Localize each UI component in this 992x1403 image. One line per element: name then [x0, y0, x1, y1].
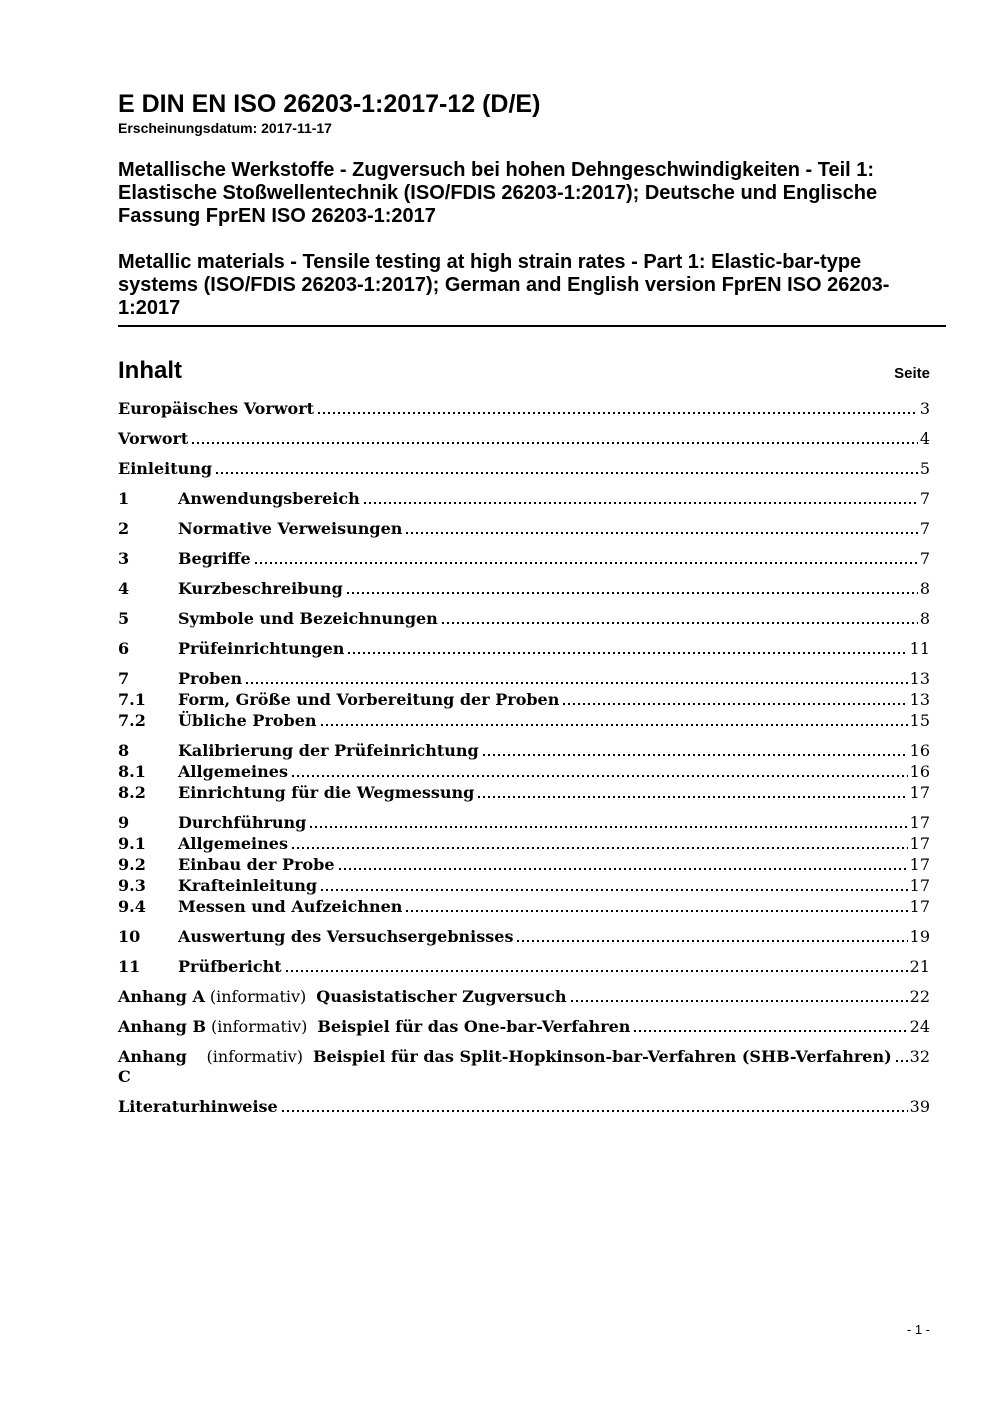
toc-entry[interactable] — [118, 669, 930, 689]
toc-entry-page: 11 — [909, 639, 930, 658]
standard-title-german — [118, 159, 946, 228]
toc-leader-dots — [348, 652, 907, 654]
toc-entry-number: 9.1 — [118, 834, 146, 853]
toc-entry-page: 15 — [909, 711, 930, 730]
toc-entry-number: 4 — [118, 579, 130, 598]
toc-entry-label: Symbole und Bezeichnungen — [178, 609, 438, 628]
toc-entry[interactable] — [118, 987, 930, 1007]
toc-entry-page: 17 — [909, 855, 930, 874]
toc-entry-label: Allgemeines — [178, 834, 288, 853]
toc-leader-dots — [292, 847, 908, 849]
toc-leader-dots — [321, 724, 908, 726]
toc-entry[interactable] — [118, 876, 930, 896]
toc-entry[interactable] — [118, 399, 930, 419]
toc-entry[interactable] — [118, 897, 930, 917]
toc-entry[interactable] — [118, 762, 930, 782]
toc-entry-page: 16 — [909, 762, 930, 781]
toc-entry[interactable] — [118, 834, 930, 854]
toc-leader-dots — [318, 412, 918, 414]
standard-title-english-line: systems (ISO/FDIS 26203-1:2017); German and English version FprEN ISO 26203- — [118, 274, 890, 296]
toc-leader-dots — [339, 868, 908, 870]
toc-entry-number: 2 — [118, 519, 130, 538]
toc-entry-label: Beispiel für das Split-Hopkinson-bar-Verfahren (SHB-Verfahren) — [312, 1047, 892, 1066]
toc-entry[interactable] — [118, 519, 930, 539]
toc-entry-number: 9.4 — [118, 897, 146, 916]
toc-entry-label: Prüfbericht — [178, 957, 282, 976]
toc-header — [118, 357, 930, 385]
toc-leader-dots — [364, 502, 918, 504]
toc-entry-label: Europäisches Vorwort — [118, 399, 315, 418]
release-date: Erscheinungsdatum: 2017-11-17 — [118, 120, 332, 136]
toc-entry-number: 3 — [118, 549, 130, 568]
toc-entry-prefix: Anhang A — [118, 987, 205, 1006]
toc-entry-page: 17 — [909, 813, 930, 832]
toc-entry-page: 8 — [919, 609, 930, 628]
toc-leader-dots — [483, 754, 908, 756]
standard-title-german-line: Metallische Werkstoffe - Zugversuch bei hohen Dehngeschwindigkeiten - Teil 1: — [118, 159, 875, 181]
toc-entry-page: 19 — [909, 927, 930, 946]
toc-entry-page: 17 — [909, 834, 930, 853]
toc-entry[interactable] — [118, 459, 930, 479]
page-content — [118, 0, 946, 1117]
toc-entry[interactable] — [118, 783, 930, 803]
toc-entry[interactable] — [118, 927, 930, 947]
toc-entry-label: Quasistatischer Zugversuch — [316, 987, 567, 1006]
toc-entry-number: 9.3 — [118, 876, 146, 895]
toc-entry[interactable] — [118, 957, 930, 977]
toc-leader-dots — [246, 682, 908, 684]
toc-entry-number: 7.1 — [118, 690, 146, 709]
toc-entry-label: Anwendungsbereich — [178, 489, 360, 508]
toc-entry[interactable] — [118, 690, 930, 710]
toc-entry-label: Normative Verweisungen — [178, 519, 403, 538]
toc-entry-label: Einleitung — [118, 459, 213, 478]
toc-leader-dots — [292, 775, 908, 777]
toc-entry[interactable] — [118, 429, 930, 449]
toc-entry-label: Krafteinleitung — [178, 876, 318, 895]
toc-entry[interactable] — [118, 1097, 930, 1117]
document-title: E DIN EN ISO 26203-1:2017-12 (D/E) — [118, 90, 541, 118]
toc-entry[interactable] — [118, 813, 930, 833]
toc-entry-page: 7 — [919, 549, 930, 568]
toc-entry-number: 6 — [118, 639, 130, 658]
toc-entry-page: 7 — [919, 519, 930, 538]
toc-entry-page: 17 — [909, 897, 930, 916]
toc-entry-page: 16 — [909, 741, 930, 760]
toc-leader-dots — [571, 1000, 908, 1002]
toc-entry[interactable] — [118, 741, 930, 761]
toc-entry-number: 7 — [118, 669, 130, 688]
toc-entry-page: 17 — [909, 783, 930, 802]
toc-leader-dots — [406, 532, 917, 534]
toc-entry-label: Literaturhinweise — [118, 1097, 278, 1116]
toc-leader-dots — [517, 940, 907, 942]
toc-entry-label: Begriffe — [178, 549, 251, 568]
toc-heading: Inhalt — [118, 357, 182, 384]
header-divider — [118, 325, 946, 327]
toc-entry-prefix-note: (informativ) — [206, 1047, 303, 1066]
toc-entry-page: 3 — [919, 399, 930, 418]
toc-entry-number: 7.2 — [118, 711, 146, 730]
toc-entry-number: 11 — [118, 957, 141, 976]
toc-leader-dots — [406, 910, 907, 912]
toc-entry[interactable] — [118, 855, 930, 875]
toc-entry[interactable] — [118, 579, 930, 599]
toc-entry-page: 24 — [909, 1017, 930, 1036]
toc-entry-label: Messen und Aufzeichnen — [178, 897, 403, 916]
toc-leader-dots — [216, 472, 918, 474]
toc-entry[interactable] — [118, 609, 930, 629]
toc-entry-page: 13 — [909, 690, 930, 709]
toc-entry-label: Übliche Proben — [178, 711, 317, 730]
toc-entry-label: Proben — [178, 669, 243, 688]
standard-title-english — [118, 251, 946, 320]
toc-entry[interactable] — [118, 1047, 930, 1087]
toc-leader-dots — [347, 592, 918, 594]
toc-entry-prefix-note: (informativ) — [209, 987, 307, 1006]
toc-page-column-label: Seite — [894, 365, 930, 382]
toc-entry-page: 22 — [909, 987, 930, 1006]
standard-title-german-line: Elastische Stoßwellentechnik (ISO/FDIS 26203-1:2017); Deutsche und Englische — [118, 182, 878, 204]
toc-leader-dots — [896, 1060, 908, 1062]
toc-entry-number: 8.1 — [118, 762, 146, 781]
toc-entry-prefix: Anhang C — [118, 1047, 187, 1086]
toc-entry-number: 9.2 — [118, 855, 146, 874]
toc-entry-page: 5 — [919, 459, 930, 478]
toc-entry[interactable] — [118, 1017, 930, 1037]
toc-leader-dots — [321, 889, 908, 891]
toc-leader-dots — [286, 970, 908, 972]
toc-entry-number: 9 — [118, 813, 130, 832]
toc-entry-label: Kurzbeschreibung — [178, 579, 343, 598]
toc-leader-dots — [282, 1110, 908, 1112]
toc-entry[interactable] — [118, 639, 930, 659]
toc-entry-label: Beispiel für das One-bar-Verfahren — [317, 1017, 631, 1036]
standard-title-english-line: Metallic materials - Tensile testing at high strain rates - Part 1: Elastic-bar-type — [118, 251, 862, 273]
toc-entry-page: 4 — [919, 429, 930, 448]
toc-entry-page: 32 — [909, 1047, 930, 1066]
toc-entry-number: 10 — [118, 927, 141, 946]
toc-leader-dots — [192, 442, 918, 444]
toc-entry-number: 8 — [118, 741, 130, 760]
toc-entry-page: 8 — [919, 579, 930, 598]
toc-entry[interactable] — [118, 489, 930, 509]
toc-entry-number: 5 — [118, 609, 130, 628]
page-number-footer: - 1 - — [906, 1322, 930, 1337]
toc-entry-page: 17 — [909, 876, 930, 895]
toc-entry-label: Durchführung — [178, 813, 307, 832]
toc-entry-label: Einrichtung für die Wegmessung — [178, 783, 475, 802]
toc-leader-dots — [310, 826, 907, 828]
toc-leader-dots — [442, 622, 918, 624]
toc-entry-label: Form, Größe und Vorbereitung der Proben — [178, 690, 560, 709]
toc-entry-number: 1 — [118, 489, 130, 508]
toc-entry-label: Auswertung des Versuchsergebnisses — [178, 927, 514, 946]
toc-entry-label: Allgemeines — [178, 762, 288, 781]
standard-title-english-line: 1:2017 — [118, 297, 181, 319]
toc-entry-page: 13 — [909, 669, 930, 688]
toc-leader-dots — [634, 1030, 907, 1032]
toc-entry-page: 39 — [909, 1097, 930, 1116]
toc-leader-dots — [255, 562, 918, 564]
toc-entry[interactable] — [118, 711, 930, 731]
toc-entry-label: Kalibrierung der Prüfeinrichtung — [178, 741, 479, 760]
toc-leader-dots — [478, 796, 907, 798]
toc-entry-label: Vorwort — [118, 429, 189, 448]
toc-entry[interactable] — [118, 549, 930, 569]
standard-title-german-line: Fassung FprEN ISO 26203-1:2017 — [118, 205, 436, 227]
toc-entry-number: 8.2 — [118, 783, 146, 802]
toc-list — [118, 399, 930, 1117]
toc-entry-label: Prüfeinrichtungen — [178, 639, 345, 658]
toc-entry-page: 7 — [919, 489, 930, 508]
toc-entry-page: 21 — [909, 957, 930, 976]
toc-entry-label: Einbau der Probe — [178, 855, 335, 874]
toc-entry-prefix-note: (informativ) — [210, 1017, 308, 1036]
toc-entry-prefix: Anhang B — [118, 1017, 206, 1036]
toc-leader-dots — [563, 703, 907, 705]
